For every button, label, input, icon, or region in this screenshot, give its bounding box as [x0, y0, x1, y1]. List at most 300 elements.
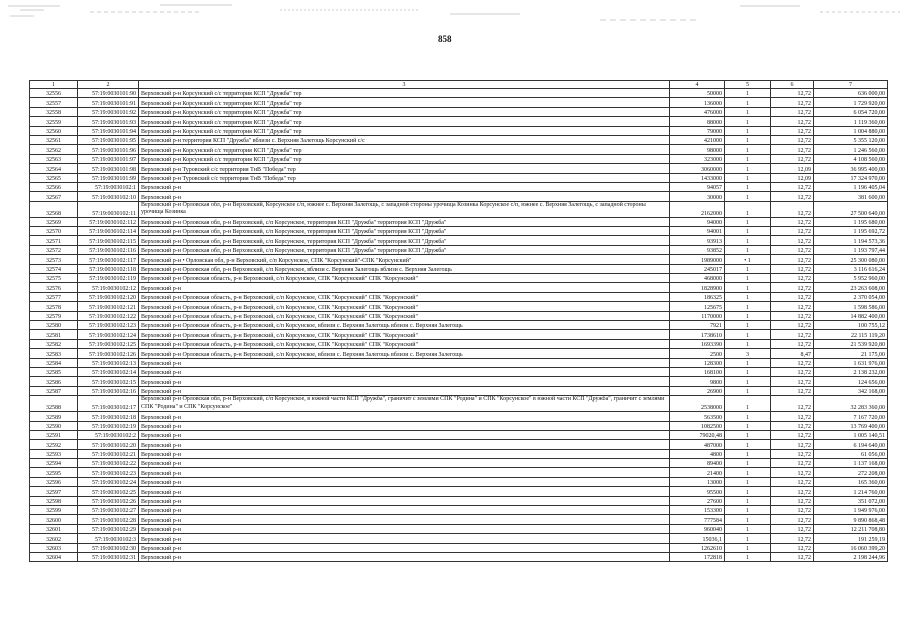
cadastral-number-cell: 57:19:0030102:112: [78, 217, 139, 226]
cadastral-number-cell: 57:19:0030101:96: [78, 145, 139, 154]
row-number-cell: 32583: [30, 349, 78, 358]
value-cell: 1 214 760,00: [814, 487, 888, 496]
area-cell: 94057: [670, 182, 725, 191]
column-header: 5: [725, 81, 771, 89]
location-cell: Верховский р-н Орловская область, р-н Верховский, с/п Корсунское, СПК "Корсунский" СПК "Корсунский": [139, 330, 670, 339]
area-cell: 1082500: [670, 421, 725, 430]
row-number-cell: 32591: [30, 430, 78, 439]
share-cell: 1: [725, 311, 771, 320]
value-cell: 27 500 640,00: [814, 201, 888, 217]
row-number-cell: 32565: [30, 173, 78, 182]
location-cell: Верховский р-н: [139, 477, 670, 486]
cadastral-number-cell: 57:19:0030102:21: [78, 449, 139, 458]
table-row: [30, 274, 888, 283]
row-number-cell: 32576: [30, 283, 78, 292]
price-cell: 12,72: [771, 524, 814, 533]
table-row: [30, 164, 888, 173]
row-number-cell: 32561: [30, 135, 78, 144]
table-row: [30, 283, 888, 292]
area-cell: 4800: [670, 449, 725, 458]
value-cell: 21 175,00: [814, 349, 888, 358]
location-cell: Верховский р-н: [139, 534, 670, 543]
cadastral-number-cell: 57:19:0030102:122: [78, 311, 139, 320]
cadastral-number-cell: 57:19:0030102:3: [78, 534, 139, 543]
price-cell: 12,72: [771, 396, 814, 412]
price-cell: 12,72: [771, 302, 814, 311]
cadastral-number-cell: 57:19:0030102:114: [78, 227, 139, 236]
row-number-cell: 32558: [30, 107, 78, 116]
area-cell: 421000: [670, 135, 725, 144]
share-cell: 1: [725, 487, 771, 496]
location-cell: Верховский р-н Орловская обл, р-н Верховский, с/п Корсунское, территория КСП "Дружба" территория КСП "Дружба": [139, 245, 670, 254]
row-number-cell: 32603: [30, 543, 78, 552]
price-cell: 12,72: [771, 192, 814, 201]
location-cell: Верховский р-н • Орловская обл, р-н Верховский, с/п Корсунское, СПК "Корсунский"-СПК "Корсунский": [139, 255, 670, 264]
price-cell: 12,72: [771, 145, 814, 154]
area-cell: 487000: [670, 440, 725, 449]
area-cell: 89400: [670, 459, 725, 468]
table-row: [30, 245, 888, 254]
price-cell: 12,72: [771, 412, 814, 421]
share-cell: 1: [725, 192, 771, 201]
area-cell: 13000: [670, 477, 725, 486]
share-cell: 1: [725, 145, 771, 154]
share-cell: 1: [725, 543, 771, 552]
price-cell: 8,47: [771, 349, 814, 358]
share-cell: 1: [725, 182, 771, 191]
row-number-cell: 32575: [30, 274, 78, 283]
share-cell: 1: [725, 201, 771, 217]
share-cell: 1: [725, 468, 771, 477]
area-cell: 186325: [670, 292, 725, 301]
area-cell: 1262610: [670, 543, 725, 552]
price-cell: 12,72: [771, 459, 814, 468]
area-cell: 1433000: [670, 173, 725, 182]
table-row: [30, 145, 888, 154]
price-cell: 12,72: [771, 367, 814, 376]
price-cell: 12,72: [771, 227, 814, 236]
location-cell: Верховский р-н: [139, 468, 670, 477]
area-cell: 2500: [670, 349, 725, 358]
cadastral-number-cell: 57:19:0030102:24: [78, 477, 139, 486]
value-cell: 124 656,00: [814, 377, 888, 386]
price-cell: 12,72: [771, 421, 814, 430]
price-cell: 12,72: [771, 264, 814, 273]
row-number-cell: 32559: [30, 117, 78, 126]
share-cell: 1: [725, 534, 771, 543]
table-row: [30, 182, 888, 191]
row-number-cell: 32581: [30, 330, 78, 339]
location-cell: Верховский р-н: [139, 440, 670, 449]
row-number-cell: 32582: [30, 339, 78, 348]
row-number-cell: 32600: [30, 515, 78, 524]
row-number-cell: 32602: [30, 534, 78, 543]
price-cell: 12,72: [771, 236, 814, 245]
price-cell: 12,72: [771, 154, 814, 163]
price-cell: 12,72: [771, 255, 814, 264]
table-row: [30, 496, 888, 505]
location-cell: Верховский р-н: [139, 449, 670, 458]
price-cell: 12,72: [771, 487, 814, 496]
price-cell: 12,72: [771, 386, 814, 395]
row-number-cell: 32560: [30, 126, 78, 135]
location-cell: Верховский р-н: [139, 515, 670, 524]
share-cell: 1: [725, 506, 771, 515]
value-cell: 1 195 692,72: [814, 227, 888, 236]
cadastral-number-cell: 57:19:0030101:91: [78, 98, 139, 107]
value-cell: 23 263 608,00: [814, 283, 888, 292]
row-number-cell: 32577: [30, 292, 78, 301]
row-number-cell: 32567: [30, 192, 78, 201]
area-cell: 125675: [670, 302, 725, 311]
location-cell: Верховский р-н Корсунский с/с территория КСП "Дружба" тер: [139, 145, 670, 154]
location-cell: Верховский р-н Туровский с/с территория ТнВ "Победа" тер: [139, 173, 670, 182]
value-cell: 5 355 120,00: [814, 135, 888, 144]
share-cell: 1: [725, 396, 771, 412]
row-number-cell: 32598: [30, 496, 78, 505]
share-cell: 1: [725, 552, 771, 561]
value-cell: 272 208,00: [814, 468, 888, 477]
value-cell: 14 882 400,00: [814, 311, 888, 320]
location-cell: Верховский р-н Корсунский с/с территория КСП "Дружба" тер: [139, 117, 670, 126]
location-cell: Верховский р-н: [139, 412, 670, 421]
cadastral-number-cell: 57:19:0030102:115: [78, 236, 139, 245]
table-row: [30, 506, 888, 515]
value-cell: 1 194 573,36: [814, 236, 888, 245]
cadastral-number-cell: 57:19:0030102:10: [78, 192, 139, 201]
share-cell: 1: [725, 154, 771, 163]
table-row: [30, 440, 888, 449]
area-cell: 172818: [670, 552, 725, 561]
price-cell: 12,72: [771, 543, 814, 552]
row-number-cell: 32571: [30, 236, 78, 245]
table-row: [30, 173, 888, 182]
row-number-cell: 32564: [30, 164, 78, 173]
cadastral-number-cell: 57:19:0030102:124: [78, 330, 139, 339]
value-cell: 100 755,12: [814, 320, 888, 329]
location-cell: Верховский р-н Орловская обл, р-н Верховский, с/п Корсунское, территория КСП "Дружба" территория КСП "Дружба": [139, 236, 670, 245]
cadastral-number-cell: 57:19:0030102:26: [78, 496, 139, 505]
table-row: [30, 468, 888, 477]
location-cell: Верховский р-н территория КСП "Дружба" вблизи с. Верхняя Залегощь Корсунский с/с: [139, 135, 670, 144]
cadastral-number-cell: 57:19:0030102:125: [78, 339, 139, 348]
cadastral-number-cell: 57:19:0030101:98: [78, 164, 139, 173]
cadastral-number-cell: 57:19:0030101:99: [78, 173, 139, 182]
location-cell: Верховский р-н: [139, 506, 670, 515]
table-row: [30, 367, 888, 376]
cadastral-number-cell: 57:19:0030102:30: [78, 543, 139, 552]
location-cell: Верховский р-н: [139, 283, 670, 292]
table-row: [30, 255, 888, 264]
table-row: [30, 524, 888, 533]
value-cell: 17 324 970,00: [814, 173, 888, 182]
cadastral-number-cell: 57:19:0030102:120: [78, 292, 139, 301]
price-cell: 12,72: [771, 430, 814, 439]
location-cell: Верховский р-н Туровский с/с территория ТнВ "Победа" тер: [139, 164, 670, 173]
location-cell: Верховский р-н Корсунский с/с территория КСП "Дружба" тер: [139, 126, 670, 135]
row-number-cell: 32585: [30, 367, 78, 376]
area-cell: 1693390: [670, 339, 725, 348]
share-cell: 1: [725, 89, 771, 98]
row-number-cell: 32580: [30, 320, 78, 329]
share-cell: 1: [725, 236, 771, 245]
value-cell: 21 539 920,80: [814, 339, 888, 348]
share-cell: 1: [725, 274, 771, 283]
share-cell: 1: [725, 320, 771, 329]
row-number-cell: 32588: [30, 396, 78, 412]
row-number-cell: 32568: [30, 201, 78, 217]
table-row: [30, 515, 888, 524]
area-cell: 94000: [670, 217, 725, 226]
table-row: [30, 98, 888, 107]
cadastral-number-cell: 57:19:0030102:14: [78, 367, 139, 376]
value-cell: 1 196 405,04: [814, 182, 888, 191]
area-cell: 79020,48: [670, 430, 725, 439]
table-row: [30, 192, 888, 201]
price-cell: 12,72: [771, 552, 814, 561]
area-cell: 21400: [670, 468, 725, 477]
cadastral-number-cell: 57:19:0030102:31: [78, 552, 139, 561]
cadastral-number-cell: 57:19:0030102:119: [78, 274, 139, 283]
share-cell: 1: [725, 98, 771, 107]
cadastral-number-cell: 57:19:0030102:1: [78, 182, 139, 191]
share-cell: 1: [725, 412, 771, 421]
area-cell: 95500: [670, 487, 725, 496]
column-header: 7: [814, 81, 888, 89]
table-row: [30, 396, 888, 412]
price-cell: 12,72: [771, 339, 814, 348]
row-number-cell: 32593: [30, 449, 78, 458]
location-cell: Верховский р-н: [139, 487, 670, 496]
row-number-cell: 32597: [30, 487, 78, 496]
price-cell: 12,72: [771, 330, 814, 339]
value-cell: 7 167 720,00: [814, 412, 888, 421]
cadastral-number-cell: 57:19:0030102:22: [78, 459, 139, 468]
area-cell: 153300: [670, 506, 725, 515]
column-header-row: [30, 81, 888, 89]
price-cell: 12,72: [771, 126, 814, 135]
row-number-cell: 32557: [30, 98, 78, 107]
cadastral-number-cell: 57:19:0030102:18: [78, 412, 139, 421]
area-cell: 128300: [670, 358, 725, 367]
share-cell: 1: [725, 496, 771, 505]
area-cell: 93852: [670, 245, 725, 254]
share-cell: • 1: [725, 255, 771, 264]
location-cell: Верховский р-н: [139, 430, 670, 439]
location-cell: Верховский р-н Корсунский с/с территория КСП "Дружба" тер: [139, 107, 670, 116]
price-cell: 12,72: [771, 358, 814, 367]
value-cell: 6 054 720,00: [814, 107, 888, 116]
area-cell: 476000: [670, 107, 725, 116]
row-number-cell: 32573: [30, 255, 78, 264]
area-cell: 1170000: [670, 311, 725, 320]
row-number-cell: 32574: [30, 264, 78, 273]
area-cell: 27600: [670, 496, 725, 505]
share-cell: 1: [725, 459, 771, 468]
area-cell: 1828900: [670, 283, 725, 292]
table-row: [30, 117, 888, 126]
location-cell: Верховский р-н: [139, 543, 670, 552]
price-cell: 12,72: [771, 274, 814, 283]
value-cell: 2 370 054,00: [814, 292, 888, 301]
location-cell: Верховский р-н: [139, 524, 670, 533]
row-number-cell: 32578: [30, 302, 78, 311]
table-row: [30, 135, 888, 144]
cadastral-number-cell: 57:19:0030101:92: [78, 107, 139, 116]
row-number-cell: 32592: [30, 440, 78, 449]
share-cell: 1: [725, 524, 771, 533]
area-cell: 168100: [670, 367, 725, 376]
location-cell: Верховский р-н: [139, 386, 670, 395]
table-row: [30, 311, 888, 320]
table-row: [30, 487, 888, 496]
location-cell: Верховский р-н: [139, 377, 670, 386]
share-cell: 1: [725, 264, 771, 273]
cadastral-number-cell: 57:19:0030102:25: [78, 487, 139, 496]
column-header: 1: [30, 81, 78, 89]
table-row: [30, 339, 888, 348]
location-cell: Верховский р-н Орловская область, р-н Верховский, с/п Корсунское, вблизи с. Верхняя Залегощь вблизи с. Верхняя Залегощь: [139, 320, 670, 329]
table-row: [30, 264, 888, 273]
value-cell: 351 072,00: [814, 496, 888, 505]
share-cell: 3: [725, 349, 771, 358]
table-row: [30, 386, 888, 395]
value-cell: 2 138 232,00: [814, 367, 888, 376]
area-cell: 468000: [670, 274, 725, 283]
price-cell: 12,72: [771, 245, 814, 254]
location-cell: Верховский р-н Орловская обл, р-н Верховский, с/п Корсунское, территория КСП "Дружба" территория КСП "Дружба": [139, 217, 670, 226]
location-cell: Верховский р-н Орловская область, р-н Верховский, с/п Корсунское, вблизи с. Верхняя Залегощь вблизи с. Верхняя Залегощь: [139, 349, 670, 358]
table-row: [30, 349, 888, 358]
value-cell: 16 060 399,20: [814, 543, 888, 552]
row-number-cell: 32596: [30, 477, 78, 486]
share-cell: 1: [725, 292, 771, 301]
value-cell: 2 198 244,96: [814, 552, 888, 561]
price-cell: 12,72: [771, 468, 814, 477]
share-cell: 1: [725, 283, 771, 292]
value-cell: 1 005 140,51: [814, 430, 888, 439]
column-header: 2: [78, 81, 139, 89]
cadastral-number-cell: 57:19:0030101:95: [78, 135, 139, 144]
cadastral-number-cell: 57:19:0030102:29: [78, 524, 139, 533]
row-number-cell: 32562: [30, 145, 78, 154]
value-cell: 1 246 560,00: [814, 145, 888, 154]
price-cell: 12,72: [771, 440, 814, 449]
cadastral-number-cell: 57:19:0030102:16: [78, 386, 139, 395]
value-cell: 1 137 168,00: [814, 459, 888, 468]
cadastral-number-cell: 57:19:0030102:126: [78, 349, 139, 358]
value-cell: 191 259,19: [814, 534, 888, 543]
cadastral-number-cell: 57:19:0030102:28: [78, 515, 139, 524]
price-cell: 12,72: [771, 89, 814, 98]
location-cell: Верховский р-н: [139, 367, 670, 376]
cadastral-number-cell: 57:19:0030101:90: [78, 89, 139, 98]
location-cell: Верховский р-н Корсунский с/с территория КСП "Дружба" тер: [139, 154, 670, 163]
price-cell: 12,72: [771, 283, 814, 292]
area-cell: 3060000: [670, 164, 725, 173]
location-cell: Верховский р-н Орловская обл, р-н Верховский, с/п Корсунское, вблизи с. Верхняя Залегощь вблизи с. Верхняя Залегощь: [139, 264, 670, 273]
price-cell: 12,72: [771, 292, 814, 301]
share-cell: 1: [725, 449, 771, 458]
table-row: [30, 330, 888, 339]
share-cell: 1: [725, 430, 771, 439]
value-cell: 1 004 880,00: [814, 126, 888, 135]
area-cell: 50000: [670, 89, 725, 98]
value-cell: 1 119 360,00: [814, 117, 888, 126]
table-row: [30, 543, 888, 552]
value-cell: 1 631 976,00: [814, 358, 888, 367]
share-cell: 1: [725, 386, 771, 395]
location-cell: Верховский р-н: [139, 552, 670, 561]
table-row: [30, 430, 888, 439]
location-cell: Верховский р-н: [139, 182, 670, 191]
share-cell: 1: [725, 245, 771, 254]
value-cell: 1 729 920,00: [814, 98, 888, 107]
area-cell: 15036,1: [670, 534, 725, 543]
price-cell: 12,72: [771, 311, 814, 320]
table-row: [30, 302, 888, 311]
row-number-cell: 32563: [30, 154, 78, 163]
value-cell: 1 949 976,00: [814, 506, 888, 515]
share-cell: 1: [725, 173, 771, 182]
value-cell: 1 193 797,44: [814, 245, 888, 254]
price-cell: 12,72: [771, 515, 814, 524]
value-cell: 1 195 680,00: [814, 217, 888, 226]
row-number-cell: 32587: [30, 386, 78, 395]
price-cell: 12,72: [771, 377, 814, 386]
cadastral-number-cell: 57:19:0030101:97: [78, 154, 139, 163]
area-cell: 245017: [670, 264, 725, 273]
value-cell: 1 598 586,00: [814, 302, 888, 311]
cadastral-number-cell: 57:19:0030102:17: [78, 396, 139, 412]
share-cell: 1: [725, 302, 771, 311]
value-cell: 61 056,00: [814, 449, 888, 458]
value-cell: 636 000,00: [814, 89, 888, 98]
row-number-cell: 32579: [30, 311, 78, 320]
area-cell: 777584: [670, 515, 725, 524]
location-cell: Верховский р-н: [139, 459, 670, 468]
table-row: [30, 449, 888, 458]
area-cell: 960040: [670, 524, 725, 533]
value-cell: 381 600,00: [814, 192, 888, 201]
table-row: [30, 421, 888, 430]
location-cell: Верховский р-н Орловская область, р-н Верховский, с/п Корсунское, СПК "Корсунский" СПК "Корсунский": [139, 339, 670, 348]
value-cell: 4 108 560,00: [814, 154, 888, 163]
cadastral-number-cell: 57:19:0030102:13: [78, 358, 139, 367]
share-cell: 1: [725, 367, 771, 376]
share-cell: 1: [725, 107, 771, 116]
table-row: [30, 236, 888, 245]
price-cell: 12,72: [771, 107, 814, 116]
table-row: [30, 201, 888, 217]
location-cell: Верховский р-н Орловская обл, р-н Верховский, Корсунское с/п, южнее с. Верхняя Залегощь, с западной стороны урочища Козинка Корсунское с/п, южнее с. Верхняя Залегощь, с западной стороны урочища Козинка: [139, 201, 670, 217]
share-cell: 1: [725, 440, 771, 449]
cadastral-number-cell: 57:19:0030102:2: [78, 430, 139, 439]
price-cell: 12,72: [771, 117, 814, 126]
value-cell: 22 115 119,20: [814, 330, 888, 339]
location-cell: Верховский р-н Орловская обл, р-н Верховский, с/п Корсунское, территория КСП "Дружба" территория КСП "Дружба": [139, 227, 670, 236]
share-cell: 1: [725, 377, 771, 386]
location-cell: Верховский р-н Корсунский с/с территория КСП "Дружба" тер: [139, 98, 670, 107]
row-number-cell: 32595: [30, 468, 78, 477]
share-cell: 1: [725, 477, 771, 486]
location-cell: Верховский р-н Орловская область, р-н Верховский, с/п Корсунское, СПК "Корсунский" СПК "Корсунский": [139, 311, 670, 320]
location-cell: Верховский р-н Орловская область, р-н Верховский, с/п Корсунское, СПК "Корсунский" СПК "Корсунский": [139, 292, 670, 301]
share-cell: 1: [725, 164, 771, 173]
location-cell: Верховский р-н Орловская область, р-н Верховский, с/п Корсунское, СПК "Корсунский" СПК "Корсунский": [139, 274, 670, 283]
cadastral-number-cell: 57:19:0030101:94: [78, 126, 139, 135]
row-number-cell: 32589: [30, 412, 78, 421]
